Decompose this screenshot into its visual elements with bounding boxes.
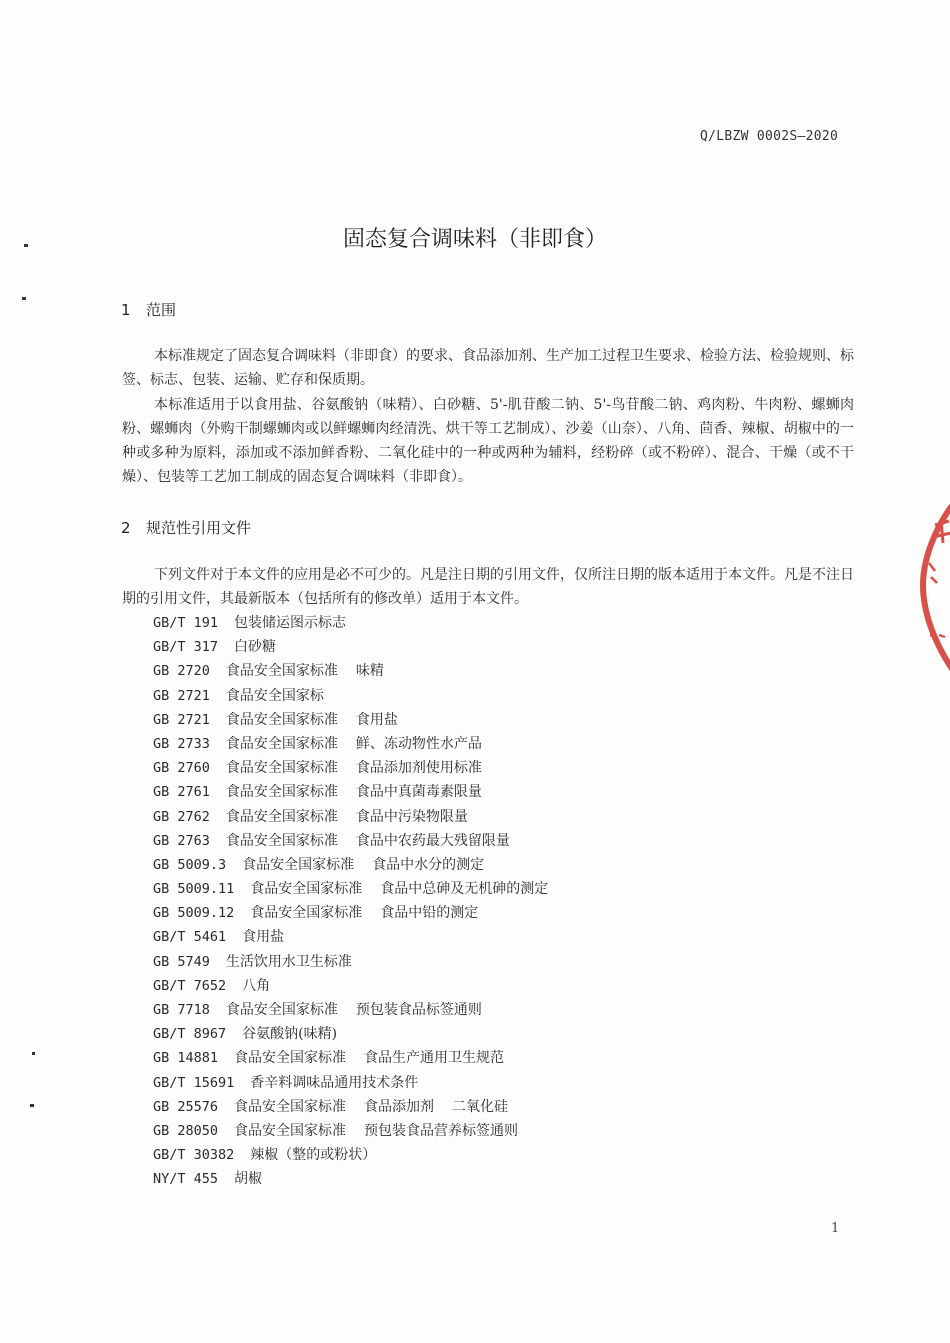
reference-title-part: 包装储运图示标志: [234, 615, 347, 631]
reference-title-part: 食品安全国家标准: [234, 1098, 347, 1115]
scan-mark: [30, 1104, 34, 1107]
reference-item: [153, 998, 566, 1022]
section-1-paragraph-2: 本标准适用于以食用盐、谷氨酸钠（味精）、白砂糖、5'-肌苷酸二钠、5'-鸟苷酸二钠、鸡肉粉、牛肉粉、螺蛳肉粉、螺蛳肉（外购干制螺蛳肉或以鲜螺蛳肉经清洗、烘干等工艺制成）、沙姜（山奈）、八角、茴香、辣椒、胡椒中的一种或多种为原料，添加或不添加鲜香粉、二氧化硅中的一种或两种为辅料，经粉碎（或不粉碎）、混合、干燥（或不干燥）、包装等工艺加工制成的固态复合调味料（非即食）。: [122, 397, 854, 485]
reference-title-part: 食品中铅的测定: [380, 905, 479, 922]
reference-title-part: 食品安全国家标准: [242, 856, 355, 873]
reference-title-part: 食品安全国家标准: [225, 711, 338, 728]
reference-code: GB 2763: [153, 832, 210, 849]
section-2-heading: [121, 517, 251, 538]
red-seal-stamp-fragment: [905, 485, 950, 685]
reference-item: [153, 853, 566, 877]
reference-item: [153, 611, 566, 635]
reference-title-part: 食品生产通用卫生规范: [364, 1050, 505, 1067]
reference-item: [153, 1095, 566, 1119]
reference-code: GB 5749: [153, 953, 210, 970]
reference-title-part: 预包装食品营养标签通则: [364, 1122, 519, 1139]
reference-title-part: 食品安全国家标准: [225, 760, 338, 777]
reference-code: GB 2762: [153, 808, 210, 825]
reference-code: GB/T 7652: [153, 977, 227, 994]
reference-code: GB/T 317: [153, 639, 219, 656]
reference-title-part: 食用盐: [242, 929, 285, 946]
reference-title-part: 食品中真菌毒素限量: [355, 784, 482, 801]
reference-item: [153, 1143, 566, 1167]
section-2-number: 2: [121, 519, 131, 537]
reference-title-part: 香辛料调味品通用技术条件: [250, 1074, 419, 1091]
scan-mark: [32, 1052, 35, 1055]
reference-title-part: 胡椒: [234, 1171, 263, 1188]
reference-code: GB/T 8967: [153, 1026, 227, 1043]
reference-item: [153, 1046, 566, 1070]
scan-mark: [22, 297, 26, 300]
reference-title-part: 食品安全国家标准: [250, 881, 363, 898]
reference-code: GB 28050: [153, 1122, 219, 1139]
reference-title-part: 辣椒（整的或粉状）: [250, 1147, 377, 1164]
reference-item: [153, 1119, 566, 1143]
reference-title-part: 食品安全国家标准: [225, 784, 338, 801]
reference-item: [153, 1022, 566, 1046]
reference-item: [153, 1071, 566, 1095]
reference-title-part: 食品添加剂使用标准: [355, 760, 482, 777]
reference-code: GB 25576: [153, 1098, 219, 1115]
reference-title-part: 食品中总砷及无机砷的测定: [380, 881, 549, 898]
reference-title-part: 生活饮用水卫生标准: [225, 953, 352, 970]
reference-item: [153, 877, 566, 901]
reference-title-part: 食品安全国家标准: [225, 663, 338, 680]
reference-code: GB 2721: [153, 711, 210, 728]
page-number: 1: [831, 1221, 840, 1236]
section-1-heading: [121, 299, 176, 320]
reference-item: [153, 732, 566, 756]
reference-code: GB 7718: [153, 1002, 210, 1018]
reference-title-part: 食品安全国家标准: [225, 832, 338, 849]
reference-title-part: 食品安全国家标准: [225, 808, 338, 825]
section-1-title: 范围: [146, 301, 177, 319]
reference-title-part: 食用盐: [355, 711, 398, 728]
reference-title-part: 食品安全国家标准: [234, 1050, 347, 1067]
reference-item: [153, 925, 566, 949]
reference-title-part: 食品安全国家标: [225, 687, 324, 704]
reference-item: [153, 659, 566, 683]
reference-code: GB/T 191: [153, 615, 219, 631]
reference-code: GB/T 30382: [153, 1147, 235, 1164]
reference-code: GB 14881: [153, 1050, 219, 1067]
section-1-number: 1: [121, 301, 131, 319]
reference-item: [153, 974, 566, 998]
reference-title-part: 味精: [355, 663, 384, 680]
reference-code: GB 2733: [153, 735, 210, 752]
reference-title-part: 食品中农药最大残留限量: [355, 832, 510, 849]
reference-title-part: 食品中水分的测定: [372, 856, 485, 873]
reference-item: [153, 635, 566, 659]
reference-code: GB 2720: [153, 663, 210, 680]
reference-title-part: 食品安全国家标准: [225, 735, 338, 752]
reference-item: [153, 708, 566, 732]
scan-mark: [24, 244, 28, 247]
reference-title-part: 预包装食品标签通则: [355, 1002, 482, 1018]
reference-code: GB 2721: [153, 687, 210, 704]
reference-list: [153, 611, 566, 1192]
standard-number: Q/LBZW 0002S—2020: [700, 129, 839, 144]
section-2-intro: 下列文件对于本文件的应用是必不可少的。凡是注日期的引用文件，仅所注日期的版本适用于本文件。凡是不注日期的引用文件，其最新版本（包括所有的修改单）适用于本文件。: [122, 567, 854, 607]
section-1-paragraph-1: 本标准规定了固态复合调味料（非即食）的要求、食品添加剂、生产加工过程卫生要求、检验方法、检验规则、标签、标志、包装、运输、贮存和保质期。: [122, 348, 854, 388]
reference-code: GB 5009.11: [153, 881, 235, 898]
reference-code: GB 5009.3: [153, 856, 227, 873]
reference-code: NY/T 455: [153, 1171, 219, 1188]
reference-title-part: 二氧化硅: [452, 1098, 509, 1115]
reference-item: [153, 805, 566, 829]
reference-title-part: 鲜、冻动物性水产品: [355, 735, 482, 752]
reference-title-part: 谷氨酸钠(味精): [242, 1026, 338, 1043]
section-2-title: 规范性引用文件: [146, 519, 252, 537]
reference-title-part: 食品添加剂: [364, 1098, 435, 1115]
reference-item: [153, 780, 566, 804]
reference-title-part: 食品中污染物限量: [355, 808, 468, 825]
reference-title-part: 食品安全国家标准: [250, 905, 363, 922]
reference-title-part: 食品安全国家标准: [225, 1002, 338, 1018]
reference-item: [153, 684, 566, 708]
reference-code: GB 5009.12: [153, 905, 235, 922]
reference-code: GB/T 5461: [153, 929, 227, 946]
reference-title-part: 食品安全国家标准: [234, 1122, 347, 1139]
reference-item: [153, 901, 566, 925]
reference-item: [153, 756, 566, 780]
reference-item: [153, 829, 566, 853]
reference-title-part: 八角: [242, 977, 271, 994]
reference-code: GB 2760: [153, 760, 210, 777]
reference-code: GB 2761: [153, 784, 210, 801]
reference-item: [153, 1167, 566, 1191]
reference-code: GB/T 15691: [153, 1074, 235, 1091]
reference-item: [153, 950, 566, 974]
document-title: 固态复合调味料（非即食）: [342, 227, 607, 252]
reference-title-part: 白砂糖: [234, 639, 277, 656]
